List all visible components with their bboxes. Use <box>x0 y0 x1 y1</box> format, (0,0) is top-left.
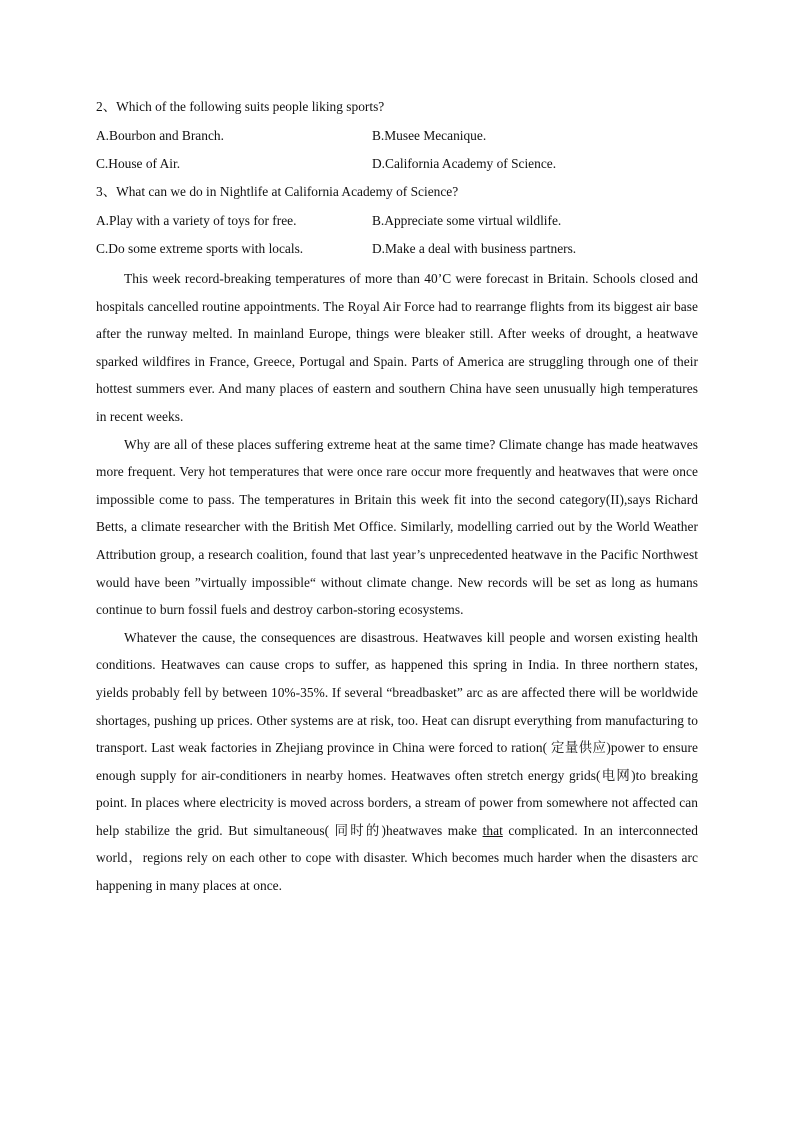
question-3-option-d: D.Make a deal with business partners. <box>372 241 577 256</box>
question-2-options-row-2 <box>96 152 698 180</box>
passage-paragraph-3 <box>96 624 698 900</box>
passage-paragraph-3-text-before: Whatever the cause, the consequences are disastrous. Heatwaves kill people and worsen existing health conditions. Heatwaves can cause crops to suffer, as happened this spring in India. In three northern states, yields probably fell by between 10%-35%. If several “breadbasket” arc as are affected there will be worldwide shortages, pushing up prices. Other systems are at risk, too. Heat can disrupt everything from manufacturing to transport. Last weak factories in Zhejiang province in China were forced to ration( 定量供应)power to ensure enough supply for air-conditioners in nearby homes. Heatwaves often stretch energy grids(电网)to breaking point. In places where electricity is moved across borders, a stream of power from somewhere not affected can help stabilize the grid. But simultaneous( 同时的)heatwaves make <box>96 629 698 838</box>
question-3-options-row-1 <box>96 209 698 237</box>
question-2-option-a: A.Bourbon and Branch. <box>96 128 224 143</box>
document-page <box>96 95 698 900</box>
question-2-options-row-1 <box>96 124 698 152</box>
question-2-option-d: D.California Academy of Science. <box>372 156 557 171</box>
passage-paragraph-3-text-after: complicated. In an interconnected world，regions rely on each other to cope with disaster. Which becomes much harder when the disasters arc happening in many places at once. <box>96 822 698 894</box>
passage-paragraph-1: This week record-breaking temperatures of more than 40’C were forecast in Britain. Schools closed and hospitals cancelled routine appointments. The Royal Air Force had to rearrange flights from its biggest air base after the runway melted. In mainland Europe, things were bleaker still. After weeks of drought, a heatwave sparked wildfires in France, Greece, Portugal and Spain. Parts of America are struggling through one of their hottest summers ever. And many places of eastern and southern China have seen unusually high temperatures in recent weeks. <box>96 271 698 424</box>
question-3-stem: 3、What can we do in Nightlife at California Academy of Science? <box>96 184 459 199</box>
passage-paragraph-2: Why are all of these places suffering extreme heat at the same time? Climate change has made heatwaves more frequent. Very hot temperatures that were once rare occur more frequently and heatwaves that were once impossible come to pass. The temperatures in Britain this week fit into the second category(II),says Richard Betts, a climate researcher with the British Met Office. Similarly, modelling carried out by the World Weather Attribution group, a research coalition, found that last year’s unprecedented heatwave in the Pacific Northwest would have been ”virtually impossible“ without climate change. New records will be set as long as humans continue to burn fossil fuels and destroy carbon-storing ecosystems. <box>96 436 698 618</box>
question-3-options-row-2 <box>96 237 698 265</box>
question-2-option-b: B.Musee Mecanique. <box>372 128 487 143</box>
question-3-option-b: B.Appreciate some virtual wildlife. <box>372 213 562 228</box>
question-2-stem: 2、Which of the following suits people liking sports? <box>96 99 385 114</box>
underlined-word-that: that <box>482 822 503 838</box>
question-3-option-c: C.Do some extreme sports with locals. <box>96 241 304 256</box>
question-3-option-a: A.Play with a variety of toys for free. <box>96 213 297 228</box>
question-2-option-c: C.House of Air. <box>96 156 181 171</box>
